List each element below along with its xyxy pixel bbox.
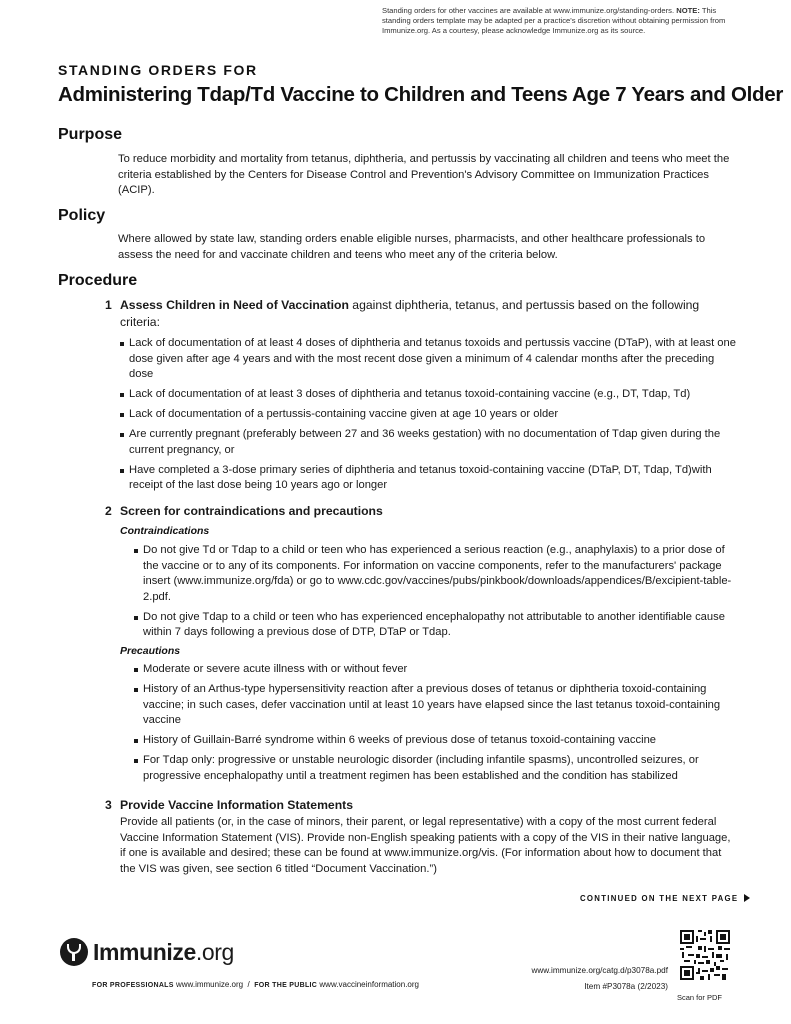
list-item: Do not give Td or Tdap to a child or teen who has experienced a serious reaction (e.g., anaphylaxis) to a prior dose of the vaccine or to any of its components. For information on vaccine components, refer to the manufacturers' package insert (www.immunize.org/fda) or go to www.cdc.gov/vaccines/pubs/pinkbook/downloads/appendices/B/excipient-table-2.pdf. xyxy=(134,543,734,605)
item-title: Screen for contraindications and precautions xyxy=(120,504,383,518)
contraindications-list xyxy=(134,543,734,645)
purpose-text: To reduce morbidity and mortality from tetanus, diphtheria, and pertussis by vaccinating all children and teens who meet the criteria established by the Centers for Disease Control and Prevention's Advisory Committee on Immunization Practices (ACIP). xyxy=(118,153,730,196)
item-description: against diphtheria, tetanus, and pertussis based on the following criteria: xyxy=(120,298,700,329)
list-item: History of Guillain-Barré syndrome within 6 weeks of previous dose of tetanus toxoid-containing vaccine xyxy=(134,733,740,749)
list-item: Have completed a 3-dose primary series of diphtheria and tetanus toxoid-containing vaccine (DTaP, DT, Tdap, Td)with receipt of the last dose being 10 years ago or longer xyxy=(120,463,740,494)
policy-text: Where allowed by state law, standing orders enable eligible nurses, pharmacists, and other healthcare professionals to assess the need for and vaccinate children and teens who meet any of the criteria below. xyxy=(118,233,706,261)
immunize-logo-icon xyxy=(60,938,88,966)
continued-label: CONTINUED ON THE NEXT PAGE xyxy=(580,894,739,903)
vis-text: Provide all patients (or, in the case of minors, their parent, or legal representative) with a copy of the most current federal Vaccine Information Statement (VIS). Provide non-English speaking patients with a copy of the VIS in their native language, if one is available and desired; these can be found at www.immunize.org/vis. (For information about how to document that the VIS was given, see section 6 titled “Document Vaccination.”) xyxy=(120,816,731,875)
logo-wordmark xyxy=(93,939,234,966)
immunize-logo xyxy=(60,935,234,969)
list-item: Lack of documentation of at least 3 doses of diphtheria and tetanus toxoid-containing vaccine (e.g., DT, Tdap, Td) xyxy=(120,387,740,403)
footer-item-info xyxy=(480,963,668,995)
footer-links xyxy=(92,980,419,989)
standing-orders-note xyxy=(382,6,742,36)
item-title: Assess Children in Need of Vaccination xyxy=(120,298,349,312)
list-item: History of an Arthus-type hypersensitivity reaction after a previous doses of tetanus or diphtheria toxoid-containing vaccine; in such cases, defer vaccination until at least 10 years have elapsed since the last tetanus toxoid-containing vaccine xyxy=(134,682,740,729)
public-link[interactable]: www.vaccineinformation.org xyxy=(319,980,419,989)
item-number: 1 xyxy=(105,298,112,312)
list-item: Are currently pregnant (preferably between 27 and 36 weeks gestation) with no documentation of Tdap given during the current pregnancy, or xyxy=(120,427,740,458)
professionals-label: FOR PROFESSIONALS xyxy=(92,982,174,989)
procedure-heading: Procedure xyxy=(58,272,138,289)
item-title: Provide Vaccine Information Statements xyxy=(120,798,353,812)
list-item: Lack of documentation of a pertussis-containing vaccine given at age 10 years or older xyxy=(120,407,740,423)
precautions-subheading: Precautions xyxy=(120,645,181,657)
continued-notice xyxy=(580,894,750,903)
scan-label: Scan for PDF xyxy=(677,993,723,1002)
public-label: FOR THE PUBLIC xyxy=(254,982,318,989)
pdf-link[interactable]: www.immunize.org/catg.d/p3078a.pdf xyxy=(531,966,668,975)
note-label: NOTE: xyxy=(676,6,700,15)
purpose-heading: Purpose xyxy=(58,126,123,143)
page-title: Administering Tdap/Td Vaccine to Children and Teens Age 7 Years and Older xyxy=(58,83,784,106)
document-kicker: STANDING ORDERS FOR xyxy=(58,62,258,78)
list-item: Moderate or severe acute illness with or without fever xyxy=(134,662,740,678)
professionals-link[interactable]: www.immunize.org xyxy=(175,980,244,989)
footer-separator: / xyxy=(247,980,250,989)
item-number: 2 xyxy=(105,504,112,518)
item-number-label: Item #P3078a (2/2023) xyxy=(584,982,668,991)
list-item: For Tdap only: progressive or unstable neurologic disorder (including infantile spasms), uncontrolled seizures, or progressive encephalopathy until a treatment regimen has been established and the condition has stabilized xyxy=(134,753,740,784)
logo-name: Immunize xyxy=(93,938,196,965)
procedure-item-2 xyxy=(105,503,735,520)
procedure-item-3 xyxy=(105,797,735,814)
list-item: Do not give Tdap to a child or teen who has experienced encephalopathy not attributable to another identifiable cause within 7 days following a previous dose of DTP, DTaP or Tdap. xyxy=(134,610,734,641)
contraindications-subheading: Contraindications xyxy=(120,525,210,537)
note-text: This standing orders template may be adapted per a practice's discretion without obtaining permission from Immunize.org. As a courtesy, please acknowledge Immunize.org as its source. xyxy=(382,6,726,35)
list-item: Lack of documentation of at least 4 doses of diphtheria and tetanus toxoids and pertussis vaccine (DTaP), with at least one dose given after age 4 years and with the most recent dose given a minimum of 4 calendar months after the preceding dose xyxy=(120,336,740,383)
procedure-item-1 xyxy=(105,297,735,330)
qr-code-icon[interactable] xyxy=(680,930,730,980)
logo-suffix: .org xyxy=(195,938,234,965)
note-line-1: Standing orders for other vaccines are available at www.immunize.org/standing-orders. xyxy=(382,6,675,15)
criteria-list xyxy=(120,336,740,498)
item-number: 3 xyxy=(105,798,112,812)
policy-heading: Policy xyxy=(58,207,106,224)
triangle-right-icon xyxy=(744,894,750,902)
precautions-list xyxy=(134,662,740,789)
